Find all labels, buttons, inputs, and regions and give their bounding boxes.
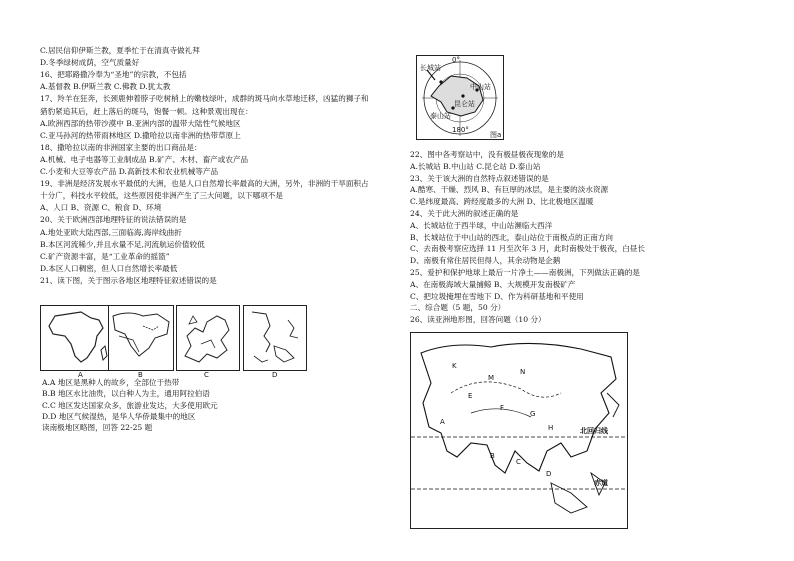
map-label-d: D	[272, 371, 278, 379]
polar-label-0-degree: 0°	[452, 56, 460, 64]
polar-caption: 图a	[490, 131, 502, 139]
text-line: B.本区河流稀少,并且水量不足,河流航运价值较低	[40, 239, 205, 249]
middle-east-map-shape	[109, 306, 173, 370]
text-line: C.居民信仰伊斯兰教，夏季忙于在清真寺做礼拜	[40, 46, 200, 55]
text-line: C.矿产资源丰富，是“工业革命的摇篮”	[40, 251, 170, 261]
text-line: A.长城站 B.中山站 C.昆仑站 D.泰山站	[410, 161, 541, 171]
text-line: D.冬季绿树成荫，空气质量好	[40, 58, 140, 68]
text-line: 17、羚羊在狂奔，长颈鹿伸着脖子吃树梢上的嫩枝绿叶，成群的斑马向水草地迁移，凶猛的狮子和	[40, 94, 369, 104]
text-line: 24、关于此大洲的叙述正确的是	[410, 209, 519, 218]
asia-label-f: F	[500, 404, 505, 412]
text-line: D.D 地区气候湿热，是华人华侨最集中的地区	[42, 411, 196, 421]
text-line: 读南极地区略图，回答 22-25 题	[42, 423, 153, 433]
text-line: A.机械、电子电器等工业制成品 B.矿产、木材、畜产或农产品	[40, 154, 249, 164]
polar-label-taishan: 泰山站	[430, 112, 451, 120]
asia-label-n: N	[520, 368, 526, 376]
asia-label-c: C	[516, 458, 521, 466]
map-label-a: A	[78, 371, 83, 379]
text-line: 22、图中各考察站中，没有极昼极夜现象的是	[410, 150, 564, 159]
asia-label-b: B	[490, 452, 495, 460]
text-line: A、人口 B、资源 C、粮食 D、环境	[40, 203, 162, 213]
map-middle-east	[108, 305, 174, 371]
asia-label-equator: 赤道	[594, 479, 608, 487]
text-line: C.小麦和大豆等农产品 D.高新技术和农业机械等产品	[40, 167, 219, 176]
text-line: B.B 地区水比油贵，以白种人为主，通用阿拉伯语	[42, 389, 210, 399]
map-label-b: B	[138, 371, 143, 379]
map-europe	[176, 305, 240, 371]
text-line: C.C 地区发达国家众多，旅游业发达，大多使用欧元	[42, 400, 218, 410]
europe-map-shape	[177, 306, 239, 370]
text-line: 猎豹紧追其后，赶上落后的斑马，饱餐一顿。这种景观出现在：	[40, 106, 253, 116]
text-line: 20、关于欧洲西部地理特征的说法错误的是	[40, 215, 187, 225]
text-line: A.基督教 B.伊斯兰教 C.佛教 D.犹太教	[40, 82, 171, 92]
polar-label-kunlun: 昆仑站	[454, 100, 475, 108]
asia-label-k: K	[452, 362, 457, 370]
text-line: 21、读下图，关于图示各地区地理特征叙述错误的是	[40, 275, 217, 285]
polar-label-zhongshan: 中山站	[470, 83, 491, 91]
text-line: A.地处亚欧大陆西部,三面临海,海岸线曲折	[40, 227, 182, 237]
text-line: 23、关于该大洲的自然特点叙述错误的是	[410, 173, 549, 183]
text-line: C.是纬度最高、跨经度最多的大洲 D、比北极地区温暖	[410, 197, 594, 207]
text-line: 25、爱护和保护地球上最后一片净土——南极洲，下列做法正确的是	[410, 268, 640, 277]
text-line: 16、把耶路撒冷奉为“圣地”的宗教，不包括	[40, 70, 187, 80]
text-line: D.本区人口稠密，但人口自然增长率最低	[40, 263, 178, 273]
text-line: C.亚马孙河的热带雨林地区 D.撒哈拉以南非洲的热带草原上	[40, 130, 241, 140]
text-line: 18、撒哈拉以南的非洲国家主要的出口商品是：	[40, 142, 202, 152]
text-line: C、去南极考察应选择 11 月至次年 3 月，此时南极处于极夜，白昼长	[410, 244, 645, 254]
text-line: A.欧洲西部的热带沙漠中 B.亚洲内部的温带大陆性气候地区	[40, 118, 241, 128]
asia-label-tropic-of-cancer: 北回归线	[580, 427, 608, 435]
text-line: 二、综合题（5 题，50 分）	[410, 303, 506, 313]
text-line: D、南极有常住居民但得人，其余动物是企鹅	[410, 256, 561, 266]
polar-label-180-degree: 180°	[452, 126, 469, 134]
polar-label-great-wall: 长城站	[420, 64, 441, 72]
text-line: A、在南极海域大量捕鲸 B、大规模开发南极矿产	[410, 279, 576, 289]
asia-label-h: H	[548, 424, 554, 432]
text-line: B、长城站位于中山站的西北，泰山站位于南极点的正南方向	[410, 232, 614, 242]
asia-label-g: G	[530, 410, 536, 418]
text-line: A.A 地区是黑种人的故乡，全部位于热带	[42, 378, 180, 387]
text-line: A.酷寒、干燥、烈风 B、有巨厚的冰层，是主要的淡水资源	[410, 185, 609, 195]
map-southeast-asia	[243, 305, 307, 371]
asia-label-d: D	[546, 470, 552, 478]
text-line: 26、读亚洲地形图，回答问题（10 分）	[410, 315, 546, 325]
text-line: 19、非洲是经济发展水平最低的大洲，也是人口自然增长率最高的大洲，另外，非洲的干旱面积占	[40, 179, 369, 189]
map-label-c: C	[204, 371, 209, 379]
text-line: A、长城站位于西半球，中山站濒临大西洋	[410, 220, 553, 230]
asia-label-e: E	[468, 392, 473, 400]
text-line: C、把垃圾掩埋在雪地下 D、作为科研基地和平使用	[410, 291, 584, 301]
asia-label-m: M	[488, 374, 495, 382]
text-line: 十分广，科技水平较低，这些原因使非洲产生了三大问题，以下哪项不是	[40, 191, 283, 201]
asia-label-a: A	[440, 418, 445, 426]
southeast-asia-map-shape	[244, 306, 306, 370]
